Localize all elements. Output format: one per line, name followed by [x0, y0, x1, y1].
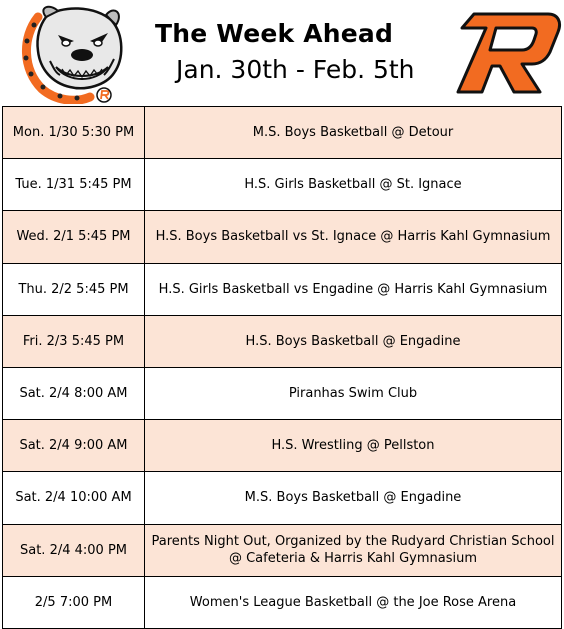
event-datetime: Wed. 2/1 5:45 PM: [3, 211, 145, 263]
event-description: H.S. Girls Basketball vs Engadine @ Harris Kahl Gymnasium: [145, 263, 562, 315]
event-description: M.S. Boys Basketball @ Engadine: [145, 472, 562, 524]
event-datetime: Fri. 2/3 5:45 PM: [3, 315, 145, 367]
event-datetime: Sat. 2/4 8:00 AM: [3, 367, 145, 419]
event-datetime: 2/5 7:00 PM: [3, 576, 145, 628]
event-description: Women's League Basketball @ the Joe Rose Arena: [145, 576, 562, 628]
bulldog-mascot-logo: [16, 3, 128, 104]
table-row: [3, 524, 562, 576]
event-description: H.S. Boys Basketball @ Engadine: [145, 315, 562, 367]
event-datetime: Sat. 2/4 10:00 AM: [3, 472, 145, 524]
table-row: [3, 107, 562, 159]
event-description: H.S. Boys Basketball vs St. Ignace @ Harris Kahl Gymnasium: [145, 211, 562, 263]
table-row: [3, 315, 562, 367]
event-description: H.S. Girls Basketball @ St. Ignace: [145, 159, 562, 211]
event-description: M.S. Boys Basketball @ Detour: [145, 107, 562, 159]
event-datetime: Thu. 2/2 5:45 PM: [3, 263, 145, 315]
table-row: [3, 159, 562, 211]
header: [0, 0, 564, 106]
event-datetime: Tue. 1/31 5:45 PM: [3, 159, 145, 211]
table-row: [3, 420, 562, 472]
r-letter-logo: [456, 8, 562, 96]
event-description: Parents Night Out, Organized by the Rudyard Christian School @ Cafeteria & Harris Kahl Gymnasium: [145, 524, 562, 576]
event-description: Piranhas Swim Club: [145, 367, 562, 419]
date-range: Jan. 30th - Feb. 5th: [176, 55, 415, 84]
table-row: [3, 211, 562, 263]
table-row: [3, 576, 562, 628]
table-row: [3, 472, 562, 524]
event-description: H.S. Wrestling @ Pellston: [145, 420, 562, 472]
page-title: The Week Ahead: [155, 19, 394, 48]
table-row: [3, 263, 562, 315]
table-row: [3, 367, 562, 419]
weekly-schedule-table: [2, 106, 562, 629]
event-datetime: Sat. 2/4 9:00 AM: [3, 420, 145, 472]
event-datetime: Sat. 2/4 4:00 PM: [3, 524, 145, 576]
event-datetime: Mon. 1/30 5:30 PM: [3, 107, 145, 159]
